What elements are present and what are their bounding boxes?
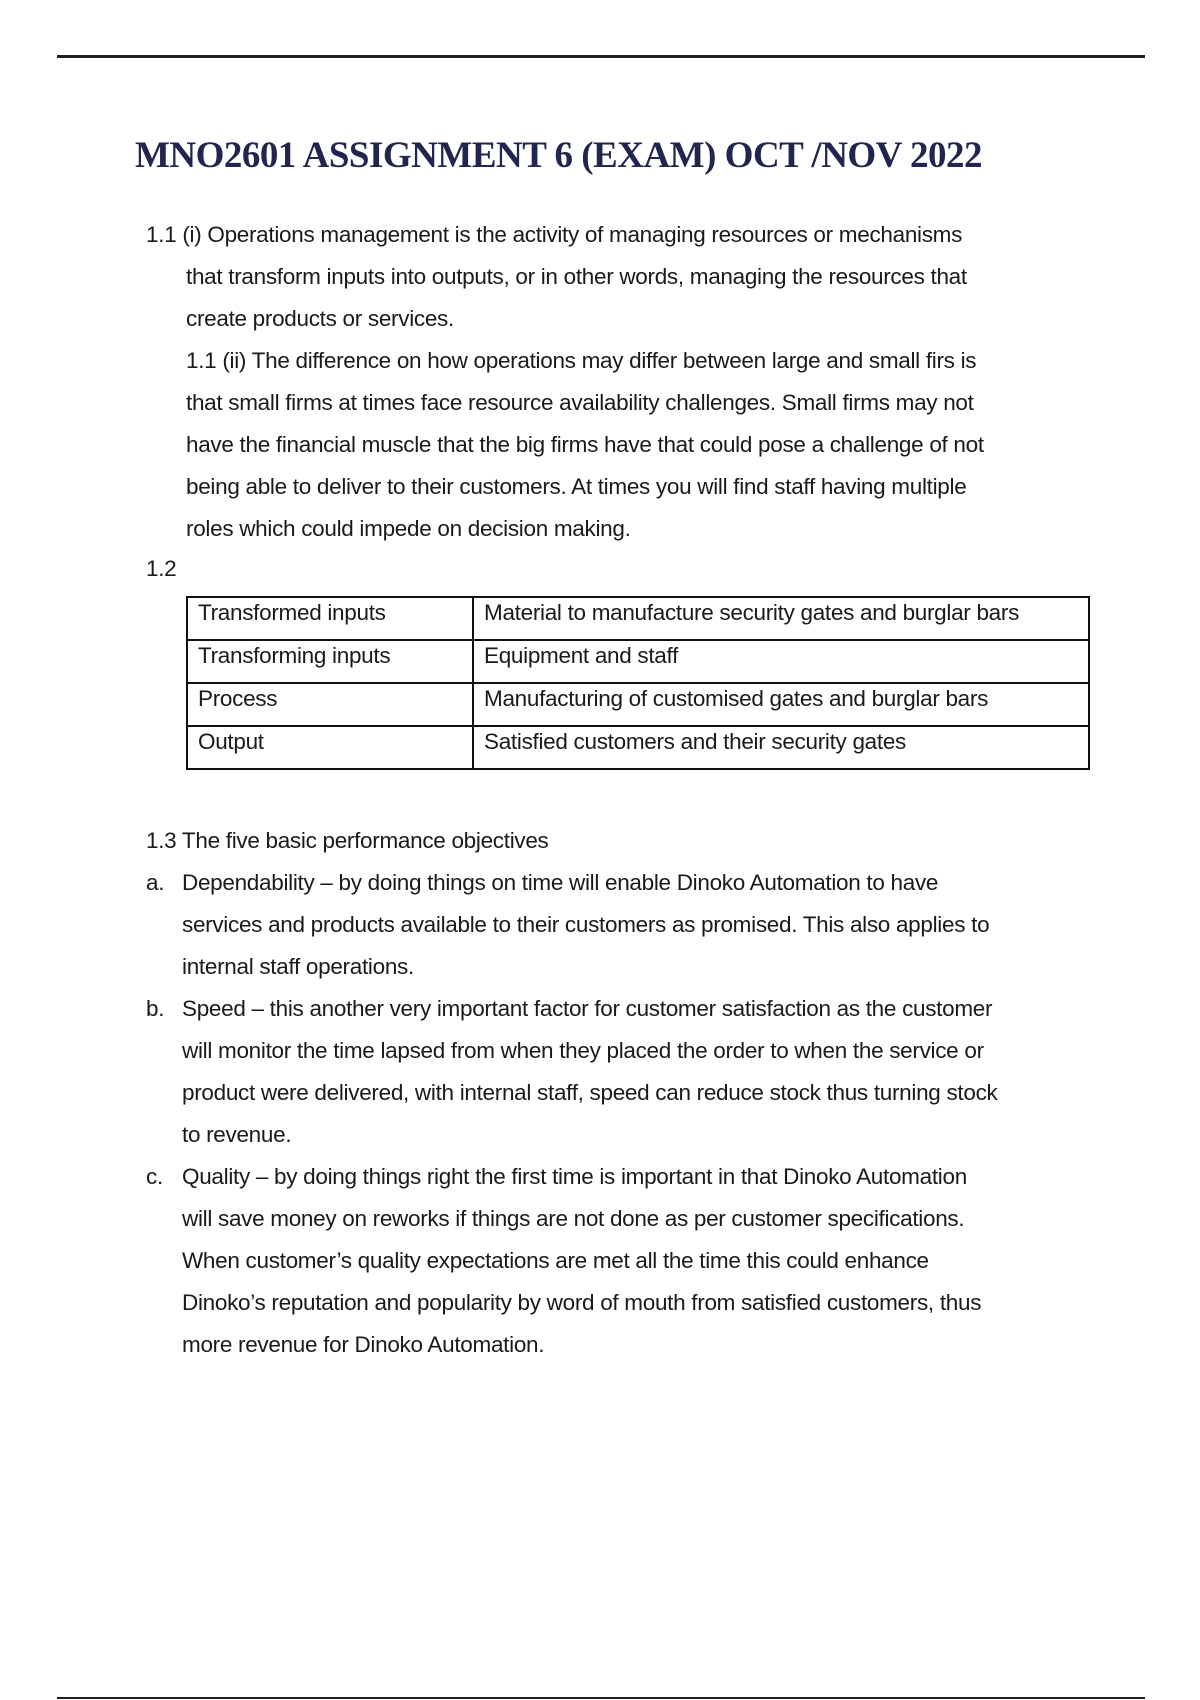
footer-rule — [57, 1697, 1145, 1699]
text-line: product were delivered, with internal staff, speed can reduce stock thus turning stock — [182, 1080, 998, 1105]
page-title: MNO2601 ASSIGNMENT 6 (EXAM) OCT /NOV 2022 — [135, 135, 983, 176]
text-line: 1.1 (i) Operations management is the activity of managing resources or mechanisms — [146, 222, 963, 247]
input-output-table — [186, 596, 1090, 770]
list-item-speed — [146, 988, 1106, 1156]
list-marker: a. — [146, 870, 165, 895]
text-line: that transform inputs into outputs, or in other words, managing the resources that — [186, 264, 967, 289]
text-line: more revenue for Dinoko Automation. — [182, 1332, 545, 1357]
list-marker: b. — [146, 996, 165, 1021]
text-line: Dinoko’s reputation and popularity by word of mouth from satisfied customers, thus — [182, 1290, 982, 1315]
text-line: will save money on reworks if things are not done as per customer specifications. — [182, 1206, 965, 1231]
table-cell-key: Process — [187, 683, 473, 726]
list-marker: c. — [146, 1164, 163, 1189]
answer-1-1-ii — [146, 340, 1086, 550]
text-line: being able to deliver to their customers. At times you will find staff having multiple — [186, 474, 967, 499]
table-cell-value: Equipment and staff — [473, 640, 1089, 683]
text-line: roles which could impede on decision making. — [186, 516, 631, 541]
list-item-dependability — [146, 862, 1106, 988]
section-1-2-label: 1.2 — [146, 556, 177, 581]
table-cell-key: Output — [187, 726, 473, 769]
text-line: Speed – this another very important factor for customer satisfaction as the customer — [182, 996, 993, 1021]
text-line: 1.1 (ii) The difference on how operations may differ between large and small firs is — [186, 348, 977, 373]
text-line: Dependability – by doing things on time will enable Dinoko Automation to have — [182, 870, 939, 895]
table-row — [187, 683, 1089, 726]
answer-1-1-i — [146, 214, 1086, 340]
header-rule — [57, 55, 1145, 58]
table-cell-key: Transformed inputs — [187, 597, 473, 640]
section-heading: 1.3 The five basic performance objectives — [146, 828, 549, 853]
table-cell-value: Manufacturing of customised gates and burglar bars — [473, 683, 1089, 726]
text-line: to revenue. — [182, 1122, 292, 1147]
table-row — [187, 640, 1089, 683]
table-cell-value: Satisfied customers and their security gates — [473, 726, 1089, 769]
table-row — [187, 726, 1089, 769]
text-line: Quality – by doing things right the first time is important in that Dinoko Automation — [182, 1164, 967, 1189]
section-1-3 — [146, 820, 1106, 1366]
list-item-quality — [146, 1156, 1106, 1366]
text-line: have the financial muscle that the big firms have that could pose a challenge of not — [186, 432, 984, 457]
text-line: create products or services. — [186, 306, 454, 331]
text-line: services and products available to their customers as promised. This also applies to — [182, 912, 990, 937]
text-line: When customer’s quality expectations are met all the time this could enhance — [182, 1248, 929, 1273]
section-1-1 — [146, 214, 1086, 550]
table-cell-value: Material to manufacture security gates and burglar bars — [473, 597, 1089, 640]
table-cell-key: Transforming inputs — [187, 640, 473, 683]
text-line: will monitor the time lapsed from when they placed the order to when the service or — [182, 1038, 984, 1063]
text-line: that small firms at times face resource availability challenges. Small firms may not — [186, 390, 974, 415]
table-row — [187, 597, 1089, 640]
text-line: internal staff operations. — [182, 954, 414, 979]
